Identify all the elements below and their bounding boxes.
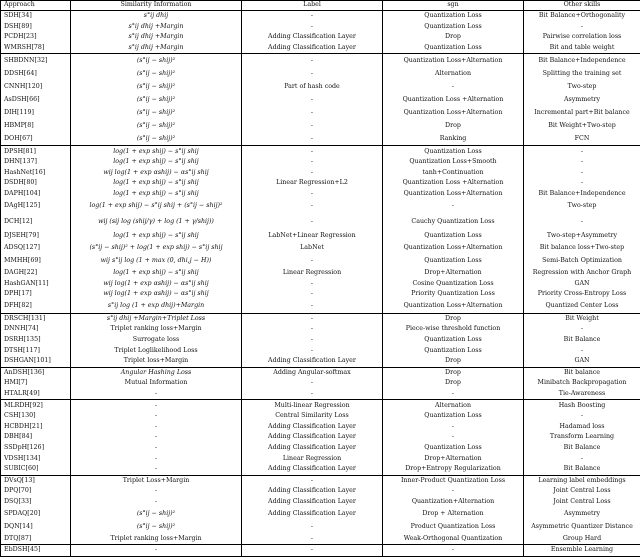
sgn-cell: Drop: [383, 356, 524, 367]
similarity-cell: (s°ij − shij)² + log(1 + exp shij) − s°ij shij: [71, 242, 242, 255]
table-body: [1, 11, 640, 557]
similarity-cell: log(1 + exp shij) − s°ij shij: [71, 268, 242, 279]
approach-cell: DAGH[22]: [1, 268, 71, 279]
other-skills-cell: -: [524, 168, 640, 179]
other-skills-cell: -: [524, 212, 640, 231]
table-row: [1, 507, 640, 520]
label-cell: Adding Angular-softmax: [242, 367, 383, 378]
sgn-cell: Quantization Loss: [383, 231, 524, 242]
other-skills-cell: Bit and table weight: [524, 43, 640, 54]
label-cell: -: [242, 11, 383, 22]
table-row: [1, 453, 640, 464]
sgn-cell: Quantization Loss+Alternation: [383, 300, 524, 314]
similarity-cell: s°ij dhij +Margin: [71, 43, 242, 54]
table-row: [1, 199, 640, 212]
approach-cell: DPSH[81]: [1, 146, 71, 157]
similarity-cell: (s°ij − shij)²: [71, 132, 242, 146]
similarity-cell: -: [71, 497, 242, 508]
approach-cell: HBMP[8]: [1, 119, 71, 132]
table-row: [1, 475, 640, 486]
label-cell: Adding Classification Layer: [242, 432, 383, 443]
table-row: [1, 356, 640, 367]
other-skills-cell: Semi-Batch Optimization: [524, 255, 640, 268]
other-skills-cell: Quantized Center Loss: [524, 300, 640, 314]
sgn-cell: Drop: [383, 119, 524, 132]
approach-cell: DDSH[64]: [1, 67, 71, 80]
label-cell: -: [242, 168, 383, 179]
approach-cell: DPH[17]: [1, 289, 71, 300]
other-skills-cell: Bit Balance+Independence: [524, 189, 640, 200]
approach-cell: SUBIC[60]: [1, 464, 71, 475]
table-row: [1, 32, 640, 43]
table-row: [1, 132, 640, 146]
table-row: [1, 212, 640, 231]
similarity-cell: Triplet loss+Margin: [71, 356, 242, 367]
table-row: [1, 242, 640, 255]
label-cell: -: [242, 520, 383, 533]
approach-cell: MLRDH[92]: [1, 400, 71, 411]
other-skills-cell: GAN: [524, 279, 640, 290]
other-skills-cell: -: [524, 22, 640, 33]
similarity-cell: log(1 + exp shij) − s°ij shij: [71, 231, 242, 242]
similarity-cell: wij (sij log (shij/γ) + log (1 + γ/shij)): [71, 212, 242, 231]
similarity-cell: s°ij dhij +Margin: [71, 22, 242, 33]
other-skills-cell: Asymmetric Quantizer Distance: [524, 520, 640, 533]
other-skills-cell: -: [524, 411, 640, 422]
other-skills-cell: Ensemble Learning: [524, 545, 640, 557]
table-row: [1, 346, 640, 357]
approach-cell: PCDH[23]: [1, 32, 71, 43]
other-skills-cell: Transform Learning: [524, 432, 640, 443]
approach-cell: DVsQ[13]: [1, 475, 71, 486]
other-skills-cell: FCN: [524, 132, 640, 146]
sgn-cell: Inner-Product Quantization Loss: [383, 475, 524, 486]
similarity-cell: -: [71, 432, 242, 443]
table-row: [1, 22, 640, 33]
label-cell: -: [242, 189, 383, 200]
table-row: [1, 545, 640, 557]
other-skills-cell: Hadamad loss: [524, 422, 640, 433]
table-row: [1, 335, 640, 346]
similarity-cell: log(1 + exp shij) − s°ij shij: [71, 189, 242, 200]
label-cell: Multi-linear Regression: [242, 400, 383, 411]
header-similarity: Similarity Information: [71, 1, 242, 11]
table-row: [1, 486, 640, 497]
similarity-cell: -: [71, 400, 242, 411]
other-skills-cell: -: [524, 324, 640, 335]
similarity-cell: -: [71, 486, 242, 497]
table-row: [1, 93, 640, 106]
label-cell: -: [242, 93, 383, 106]
other-skills-cell: Joint Central Loss: [524, 486, 640, 497]
sgn-cell: Drop: [383, 313, 524, 324]
sgn-cell: Ranking: [383, 132, 524, 146]
approach-cell: DAPH[104]: [1, 189, 71, 200]
label-cell: -: [242, 346, 383, 357]
sgn-cell: -: [383, 545, 524, 557]
sgn-cell: Quantization Loss+Smooth: [383, 157, 524, 168]
sgn-cell: Quantization+Alternation: [383, 497, 524, 508]
other-skills-cell: Regression with Anchor Graph: [524, 268, 640, 279]
similarity-cell: -: [71, 411, 242, 422]
sgn-cell: Quantization Loss+Alternation: [383, 189, 524, 200]
sgn-cell: Quantization Loss +Alternation: [383, 178, 524, 189]
approach-cell: DBH[84]: [1, 432, 71, 443]
approach-cell: DSRH[135]: [1, 335, 71, 346]
table-row: [1, 289, 640, 300]
other-skills-cell: Bit Balance: [524, 443, 640, 454]
similarity-cell: s°ij dhij +Margin: [71, 32, 242, 43]
sgn-cell: -: [383, 432, 524, 443]
label-cell: -: [242, 22, 383, 33]
other-skills-cell: Priority Cross-Entropy Loss: [524, 289, 640, 300]
sgn-cell: Drop: [383, 378, 524, 389]
table-row: [1, 157, 640, 168]
approach-cell: DTQ[87]: [1, 533, 71, 544]
label-cell: -: [242, 119, 383, 132]
label-cell: Adding Classification Layer: [242, 486, 383, 497]
label-cell: -: [242, 389, 383, 400]
sgn-cell: Quantization Loss: [383, 411, 524, 422]
other-skills-cell: Joint Central Loss: [524, 497, 640, 508]
table-row: [1, 54, 640, 68]
similarity-cell: (s°ij − shij)²: [71, 106, 242, 119]
similarity-cell: -: [71, 389, 242, 400]
approach-cell: VDSH[134]: [1, 453, 71, 464]
similarity-cell: (s°ij − shij)²: [71, 80, 242, 93]
label-cell: -: [242, 545, 383, 557]
sgn-cell: Quantization Loss +Alternation: [383, 93, 524, 106]
table-row: [1, 443, 640, 454]
label-cell: Adding Classification Layer: [242, 356, 383, 367]
label-cell: Linear Regression: [242, 453, 383, 464]
sgn-cell: Product Quantization Loss: [383, 520, 524, 533]
approach-cell: SSDpH[126]: [1, 443, 71, 454]
similarity-cell: -: [71, 453, 242, 464]
label-cell: Adding Classification Layer: [242, 422, 383, 433]
other-skills-cell: Bit Weight: [524, 313, 640, 324]
sgn-cell: Quantization Loss+Alternation: [383, 106, 524, 119]
similarity-cell: log(1 + exp shij) − s°ij shij: [71, 157, 242, 168]
sgn-cell: Cauchy Quantization Loss: [383, 212, 524, 231]
label-cell: -: [242, 157, 383, 168]
similarity-cell: (s°ij − shij)²: [71, 93, 242, 106]
sgn-cell: -: [383, 486, 524, 497]
similarity-cell: Triplet Loss+Margin: [71, 475, 242, 486]
table-row: [1, 106, 640, 119]
similarity-cell: log(1 + exp shij) − s°ij shij + (s°ij − shij)²: [71, 199, 242, 212]
label-cell: -: [242, 279, 383, 290]
label-cell: -: [242, 199, 383, 212]
header-sgn: sgn: [383, 1, 524, 11]
table-row: [1, 313, 640, 324]
label-cell: -: [242, 475, 383, 486]
sgn-cell: Drop: [383, 367, 524, 378]
label-cell: -: [242, 378, 383, 389]
other-skills-cell: Learning label embeddings: [524, 475, 640, 486]
approach-cell: SDH[34]: [1, 11, 71, 22]
header-other-skills: Other skills: [524, 1, 640, 11]
sgn-cell: Quantization Loss: [383, 11, 524, 22]
table-row: [1, 231, 640, 242]
similarity-cell: wij log(1 + exp αshij) − αs°ij shij: [71, 289, 242, 300]
table-row: [1, 146, 640, 157]
similarity-cell: wij log(1 + exp αshij) − αs°ij shij: [71, 279, 242, 290]
approach-cell: DQN[14]: [1, 520, 71, 533]
label-cell: -: [242, 106, 383, 119]
sgn-cell: Quantization Loss: [383, 43, 524, 54]
sgn-cell: Quantization Loss: [383, 22, 524, 33]
other-skills-cell: Asymmetry: [524, 93, 640, 106]
label-cell: LabNet+Linear Regression: [242, 231, 383, 242]
approach-cell: HMI[7]: [1, 378, 71, 389]
table-row: [1, 432, 640, 443]
sgn-cell: Drop+Alternation: [383, 453, 524, 464]
approach-cell: SHBDNN[32]: [1, 54, 71, 68]
table-row: [1, 367, 640, 378]
approach-cell: ADSQ[127]: [1, 242, 71, 255]
similarity-cell: Surrogate loss: [71, 335, 242, 346]
label-cell: Adding Classification Layer: [242, 464, 383, 475]
sgn-cell: Priority Quantization Loss: [383, 289, 524, 300]
similarity-cell: (s°ij − shij)²: [71, 507, 242, 520]
sgn-cell: -: [383, 422, 524, 433]
approach-cell: DHN[137]: [1, 157, 71, 168]
other-skills-cell: Tie-Awareness: [524, 389, 640, 400]
approach-cell: DPQ[70]: [1, 486, 71, 497]
other-skills-cell: Bit balance: [524, 367, 640, 378]
other-skills-cell: Bit Weight+Two-step: [524, 119, 640, 132]
approach-cell: DOH[67]: [1, 132, 71, 146]
approach-cell: DAgH[125]: [1, 199, 71, 212]
approach-cell: HashNet[16]: [1, 168, 71, 179]
label-cell: -: [242, 313, 383, 324]
approach-cell: DSDH[80]: [1, 178, 71, 189]
sgn-cell: Quantization Loss: [383, 146, 524, 157]
sgn-cell: Drop: [383, 32, 524, 43]
sgn-cell: -: [383, 80, 524, 93]
approach-cell: HashGAN[11]: [1, 279, 71, 290]
label-cell: -: [242, 212, 383, 231]
similarity-cell: Angular Hashing Loss: [71, 367, 242, 378]
similarity-cell: Triplet ranking loss+Margin: [71, 324, 242, 335]
sgn-cell: Piece-wise threshold function: [383, 324, 524, 335]
other-skills-cell: Bit Balance+Independence: [524, 54, 640, 68]
other-skills-cell: -: [524, 157, 640, 168]
other-skills-cell: Bit Balance: [524, 335, 640, 346]
table-row: [1, 300, 640, 314]
label-cell: Central Similarity Loss: [242, 411, 383, 422]
other-skills-cell: Asymmetry: [524, 507, 640, 520]
table-row: [1, 11, 640, 22]
sgn-cell: Quantization Loss+Alternation: [383, 242, 524, 255]
table-row: [1, 324, 640, 335]
approach-cell: HCBDH[21]: [1, 422, 71, 433]
approach-cell: AnDSH[136]: [1, 367, 71, 378]
label-cell: Linear Regression+L2: [242, 178, 383, 189]
approach-cell: SPDAQ[20]: [1, 507, 71, 520]
approach-cell: AsDSH[66]: [1, 93, 71, 106]
other-skills-cell: -: [524, 346, 640, 357]
label-cell: Adding Classification Layer: [242, 443, 383, 454]
sgn-cell: Weak-Orthogonal Quantization: [383, 533, 524, 544]
other-skills-cell: Two-step: [524, 80, 640, 93]
label-cell: -: [242, 54, 383, 68]
table-row: [1, 400, 640, 411]
similarity-cell: Triplet ranking loss+Margin: [71, 533, 242, 544]
header-approach: Approach: [1, 1, 71, 11]
similarity-cell: (s°ij − shij)²: [71, 119, 242, 132]
label-cell: Adding Classification Layer: [242, 507, 383, 520]
sgn-cell: Quantization Loss+Alternation: [383, 54, 524, 68]
similarity-cell: -: [71, 422, 242, 433]
similarity-cell: (s°ij − shij)²: [71, 67, 242, 80]
other-skills-cell: GAN: [524, 356, 640, 367]
similarity-cell: wij log(1 + exp αshij) − αs°ij shij: [71, 168, 242, 179]
label-cell: Adding Classification Layer: [242, 43, 383, 54]
table-row: [1, 378, 640, 389]
label-cell: -: [242, 300, 383, 314]
similarity-cell: Mutual Information: [71, 378, 242, 389]
approach-cell: DNNH[74]: [1, 324, 71, 335]
table-row: [1, 464, 640, 475]
similarity-cell: -: [71, 443, 242, 454]
label-cell: -: [242, 255, 383, 268]
approach-cell: DRSCH[131]: [1, 313, 71, 324]
approach-cell: WMRSH[78]: [1, 43, 71, 54]
approach-cell: DSH[89]: [1, 22, 71, 33]
other-skills-cell: Bit Balance+Orthogonality: [524, 11, 640, 22]
approach-cell: DCH[12]: [1, 212, 71, 231]
label-cell: -: [242, 335, 383, 346]
label-cell: Adding Classification Layer: [242, 32, 383, 43]
similarity-cell: wij s°ij log (1 + max (0, dhi,j − H)): [71, 255, 242, 268]
approach-cell: DSHGAN[101]: [1, 356, 71, 367]
sgn-cell: Drop + Alternation: [383, 507, 524, 520]
label-cell: -: [242, 132, 383, 146]
table-row: [1, 178, 640, 189]
approach-cell: DFH[82]: [1, 300, 71, 314]
other-skills-cell: -: [524, 146, 640, 157]
label-cell: -: [242, 533, 383, 544]
sgn-cell: -: [383, 389, 524, 400]
header-label: Label: [242, 1, 383, 11]
approach-cell: DIH[119]: [1, 106, 71, 119]
other-skills-cell: Minibatch Backpropagation: [524, 378, 640, 389]
approach-cell: EbDSH[45]: [1, 545, 71, 557]
other-skills-cell: Group Hard: [524, 533, 640, 544]
similarity-cell: s°ij log (1 + exp dhij)+Margin: [71, 300, 242, 314]
approach-cell: DJSEH[79]: [1, 231, 71, 242]
similarity-cell: log(1 + exp shij) − s°ij shij: [71, 178, 242, 189]
label-cell: Part of hash code: [242, 80, 383, 93]
label-cell: Linear Regression: [242, 268, 383, 279]
approach-cell: CSH[130]: [1, 411, 71, 422]
other-skills-cell: Bit Balance: [524, 464, 640, 475]
sgn-cell: -: [383, 199, 524, 212]
header-row: [1, 1, 640, 11]
label-cell: -: [242, 67, 383, 80]
other-skills-cell: -: [524, 178, 640, 189]
other-skills-cell: Bit balance loss+Two-step: [524, 242, 640, 255]
approach-cell: DSQ[33]: [1, 497, 71, 508]
table-row: [1, 520, 640, 533]
similarity-cell: (s°ij − shij)²: [71, 520, 242, 533]
table-row: [1, 43, 640, 54]
table-row: [1, 67, 640, 80]
sgn-cell: Cosine Quantization Loss: [383, 279, 524, 290]
label-cell: -: [242, 324, 383, 335]
other-skills-cell: Incremental part+Bit balance: [524, 106, 640, 119]
similarity-cell: (s°ij − shij)²: [71, 54, 242, 68]
table-row: [1, 279, 640, 290]
label-cell: -: [242, 146, 383, 157]
table-row: [1, 268, 640, 279]
approach-cell: HTALR[49]: [1, 389, 71, 400]
sgn-cell: Quantization Loss: [383, 346, 524, 357]
table-row: [1, 389, 640, 400]
sgn-cell: Quantization Loss: [383, 255, 524, 268]
other-skills-cell: Pairwise correlation loss: [524, 32, 640, 43]
other-skills-cell: Two-step: [524, 199, 640, 212]
label-cell: LabNet: [242, 242, 383, 255]
label-cell: -: [242, 289, 383, 300]
similarity-cell: -: [71, 545, 242, 557]
sgn-cell: Alternation: [383, 400, 524, 411]
sgn-cell: tanh+Continuation: [383, 168, 524, 179]
similarity-cell: s°ij dhij +Margin+Triplet Loss: [71, 313, 242, 324]
sgn-cell: Quantization Loss: [383, 443, 524, 454]
table-row: [1, 80, 640, 93]
table-row: [1, 497, 640, 508]
similarity-cell: -: [71, 464, 242, 475]
table-row: [1, 119, 640, 132]
sgn-cell: Drop+Alternation: [383, 268, 524, 279]
sgn-cell: Alternation: [383, 67, 524, 80]
similarity-cell: s°ij dhij: [71, 11, 242, 22]
sgn-cell: Quantization Loss: [383, 335, 524, 346]
approach-cell: DTSH[117]: [1, 346, 71, 357]
approach-cell: CNNH[120]: [1, 80, 71, 93]
sgn-cell: Drop+Entropy Regularization: [383, 464, 524, 475]
similarity-cell: Triplet Loglikelihood Loss: [71, 346, 242, 357]
other-skills-cell: -: [524, 453, 640, 464]
table-row: [1, 411, 640, 422]
other-skills-cell: Splitting the training set: [524, 67, 640, 80]
similarity-cell: log(1 + exp shij) − s°ij shij: [71, 146, 242, 157]
table-row: [1, 255, 640, 268]
approach-cell: MMHH[69]: [1, 255, 71, 268]
table-row: [1, 168, 640, 179]
other-skills-cell: Two-step+Asymmetry: [524, 231, 640, 242]
table-row: [1, 422, 640, 433]
other-skills-cell: Hash Boosting: [524, 400, 640, 411]
table-row: [1, 189, 640, 200]
label-cell: Adding Classification Layer: [242, 497, 383, 508]
